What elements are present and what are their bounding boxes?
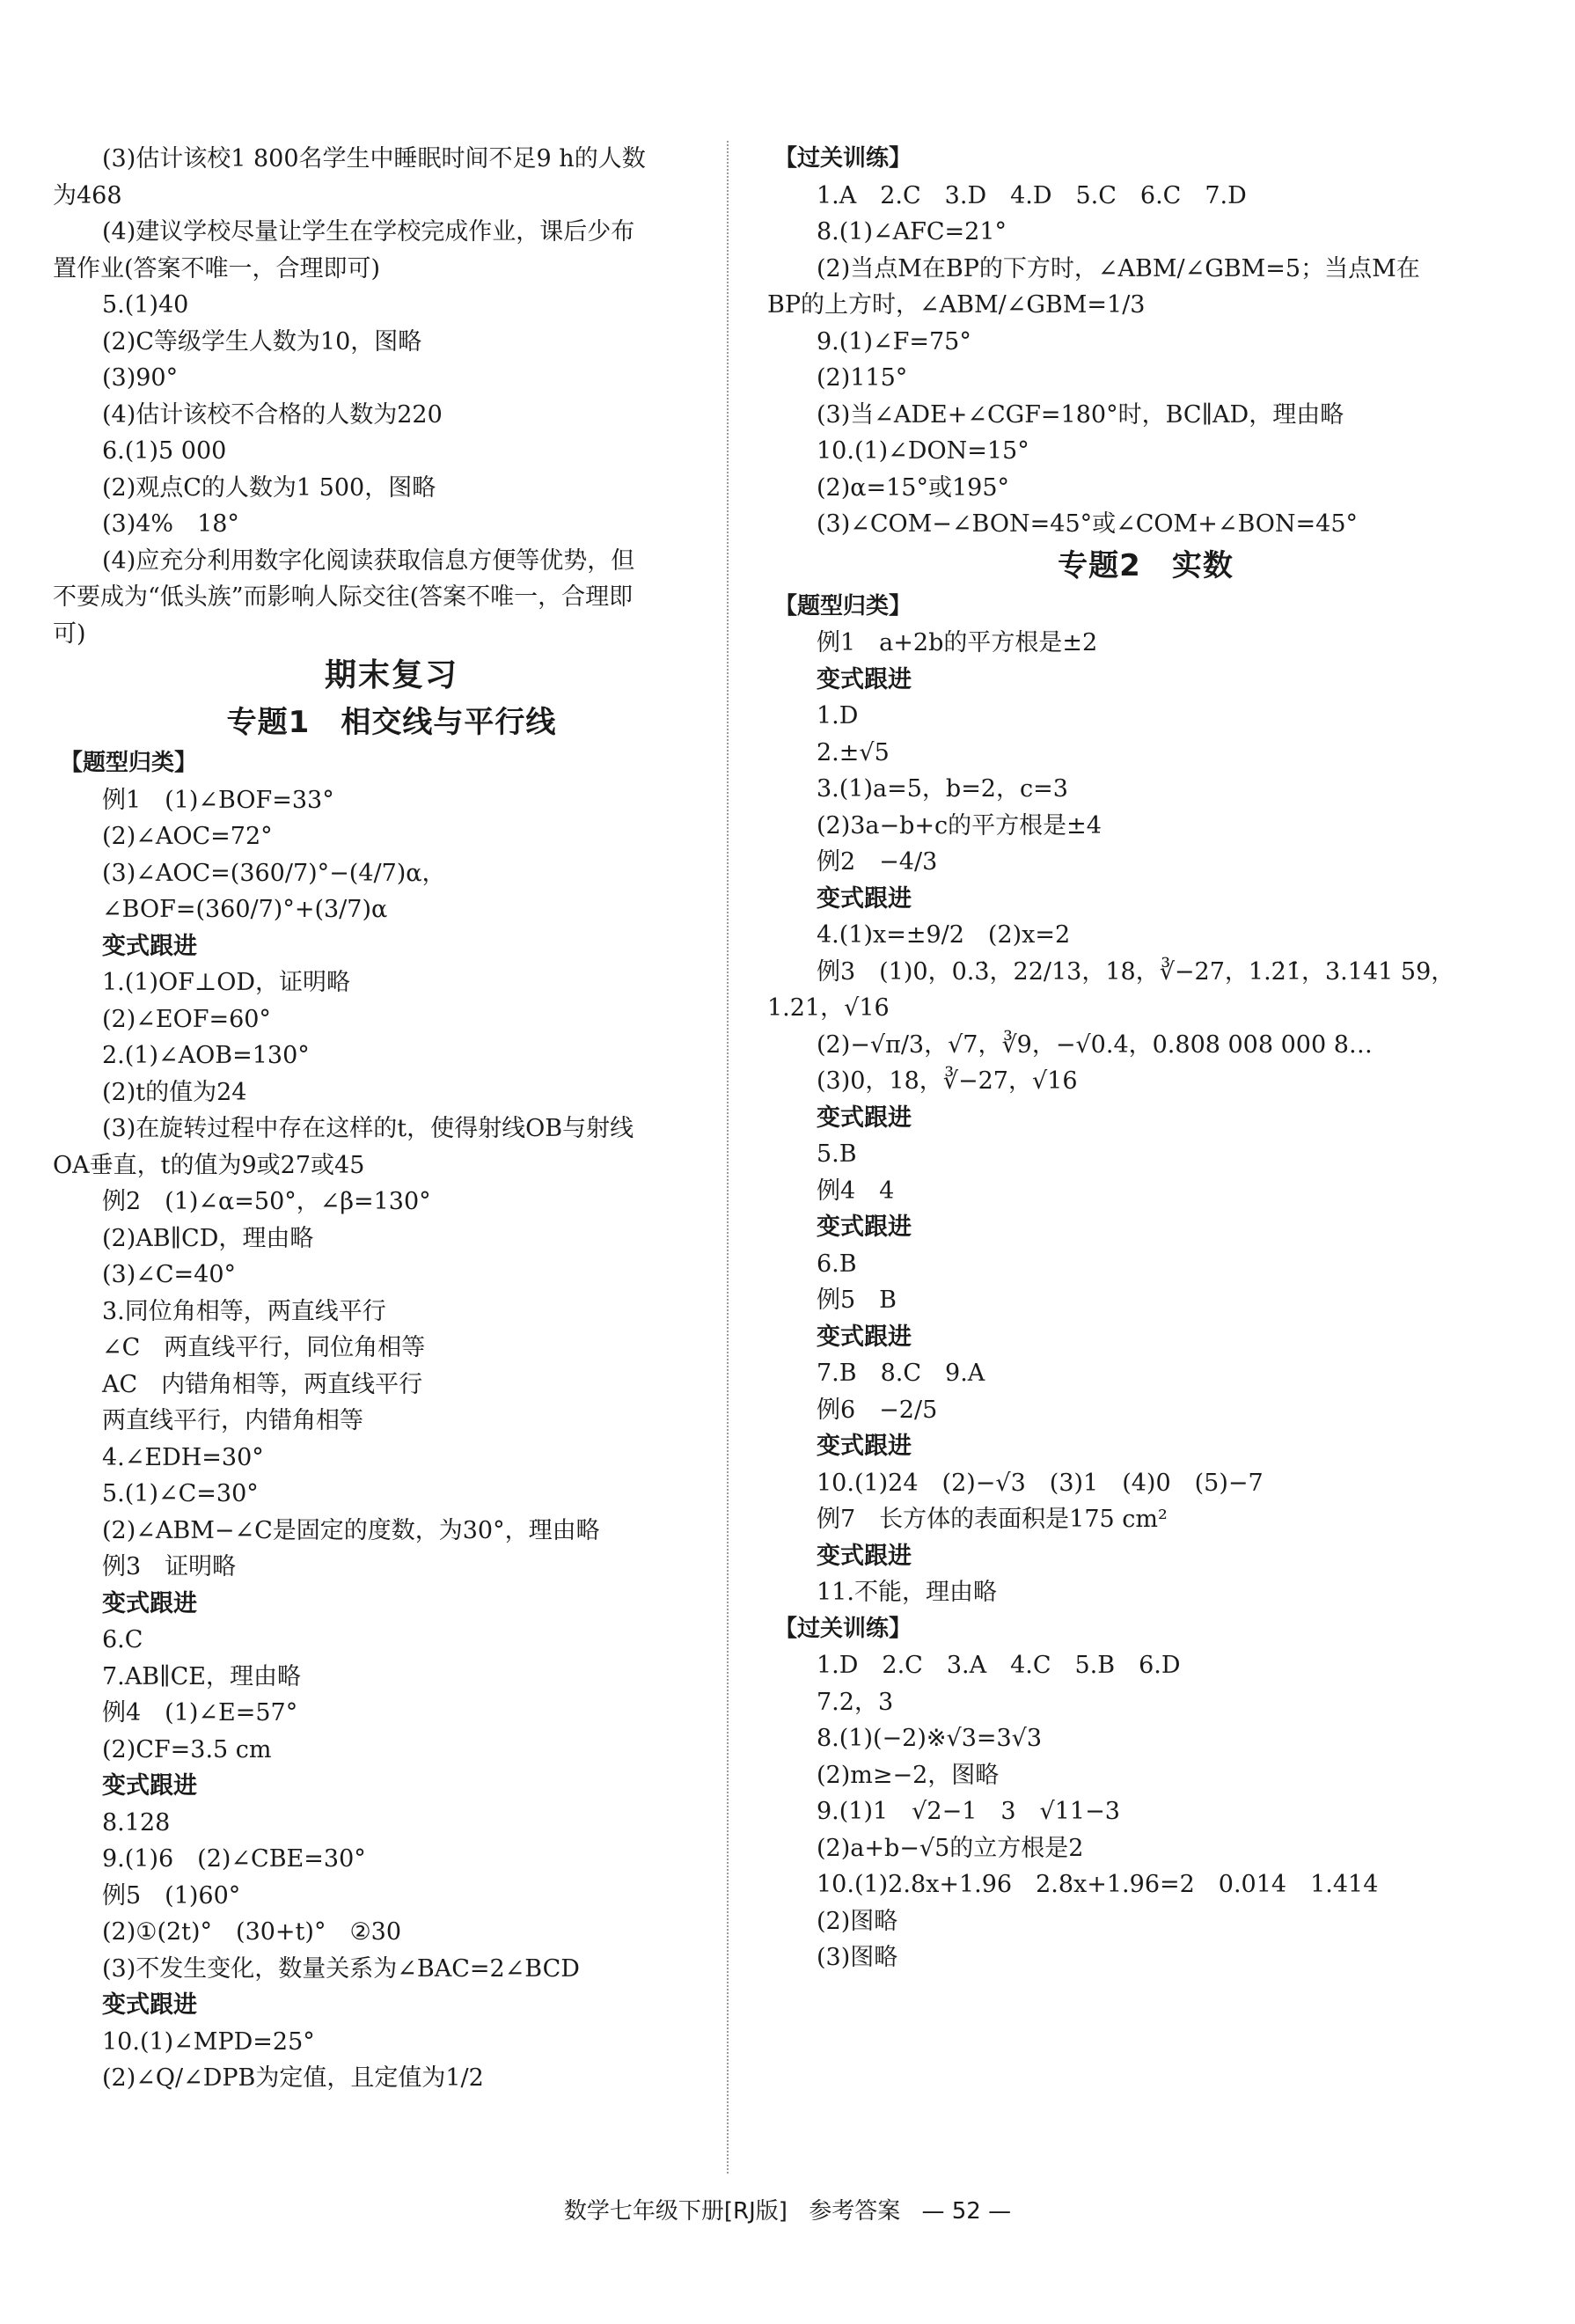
answer-line: (2)115° xyxy=(817,364,908,392)
answer-line: 例4 (1)∠E=57° xyxy=(102,1699,298,1727)
answer-line: 10.(1)∠MPD=25° xyxy=(102,2027,315,2056)
answer-line: (2)∠EOF=60° xyxy=(102,1005,271,1033)
answer-line: 例5 B xyxy=(817,1287,897,1314)
answer-line: (3)∠COM−∠BON=45°或∠COM+∠BON=45° xyxy=(817,510,1359,538)
page-number: — 52 — xyxy=(921,2198,1012,2225)
footer-book-title: 数学七年级下册[RJ版] xyxy=(563,2198,788,2225)
answer-line: (3)∠AOC=(360/7)°−(4/7)α， xyxy=(102,859,446,887)
answer-line: 例7 长方体的表面积是175 cm² xyxy=(817,1506,1168,1533)
answer-line: 不要成为“低头族”而影响人际交往(答案不唯一，合理即 xyxy=(53,583,634,611)
answer-line: 5.(1)∠C=30° xyxy=(102,1480,259,1507)
answer-line: 为468 xyxy=(53,181,122,209)
answer-line: OA垂直，t的值为9或27或45 xyxy=(53,1151,365,1179)
answer-line: (2)3a−b+c的平方根是±4 xyxy=(817,811,1102,839)
answer-line: 10.(1)∠DON=15° xyxy=(817,437,1029,465)
answer-line: 例6 −2/5 xyxy=(817,1396,938,1424)
answer-line: (2)∠Q/∠DPB为定值，且定值为1/2 xyxy=(102,2064,484,2092)
answer-line: 【过关训练】 xyxy=(774,1615,912,1642)
answer-line: 【过关训练】 xyxy=(774,145,912,172)
answer-line: 变式跟进 xyxy=(817,1323,912,1351)
answer-line: 变式跟进 xyxy=(817,1213,912,1241)
column-divider xyxy=(727,141,729,2174)
answer-line: BP的上方时，∠ABM/∠GBM=1/3 xyxy=(767,291,1146,319)
answer-line: 变式跟进 xyxy=(817,1542,912,1570)
answer-line: 10.(1)24 (2)−√3 (3)1 (4)0 (5)−7 xyxy=(817,1469,1264,1497)
answer-line: (2)m≥−2，图略 xyxy=(817,1761,1000,1789)
answer-line: 9.(1)∠F=75° xyxy=(817,327,971,356)
answer-line: (2)①(2t)° (30+t)° ②30 xyxy=(102,1918,402,1946)
answer-line: (3)4% 18° xyxy=(102,510,239,538)
answer-line: 8.(1)∠AFC=21° xyxy=(817,218,1007,246)
answer-line: 【题型归类】 xyxy=(774,592,912,619)
answer-line: (3)在旋转过程中存在这样的t，使得射线OB与射线 xyxy=(102,1115,634,1142)
answer-line: (2)t的值为24 xyxy=(102,1078,247,1106)
answer-line: 1.D 2.C 3.A 4.C 5.B 6.D xyxy=(817,1652,1181,1679)
answer-line: 例1 (1)∠BOF=33° xyxy=(102,786,334,814)
answer-line: (2)CF=3.5 cm xyxy=(102,1735,272,1763)
answer-line: 5.(1)40 xyxy=(102,291,189,319)
answer-line: 7.B 8.C 9.A xyxy=(817,1360,985,1387)
answer-line: (4)估计该校不合格的人数为220 xyxy=(102,400,443,429)
answer-line: 4.∠EDH=30° xyxy=(102,1443,264,1471)
answer-line: 期末复习 xyxy=(324,657,458,693)
answer-line: 置作业(答案不唯一，合理即可) xyxy=(53,254,381,282)
answer-line: 变式跟进 xyxy=(817,1433,912,1460)
answer-line: 例3 证明略 xyxy=(102,1553,237,1580)
answer-line: 变式跟进 xyxy=(817,884,912,913)
answer-line: AC 内错角相等，两直线平行 xyxy=(102,1370,423,1398)
answer-line: (4)应充分利用数字化阅读获取信息方便等优势，但 xyxy=(102,546,635,575)
answer-line: 3.同位角相等，两直线平行 xyxy=(102,1297,386,1325)
answer-line: (2)∠ABM−∠C是固定的度数，为30°，理由略 xyxy=(102,1516,600,1544)
answer-line: (3)90° xyxy=(102,364,179,392)
answer-line: 9.(1)6 (2)∠CBE=30° xyxy=(102,1845,366,1873)
answer-line: 6.B xyxy=(817,1250,857,1278)
answer-line: 例4 4 xyxy=(817,1177,895,1205)
answer-line: 例2 −4/3 xyxy=(817,848,938,876)
answer-line: (3)当∠ADE+∠CGF=180°时，BC∥AD，理由略 xyxy=(817,400,1344,429)
answer-line: 6.C xyxy=(102,1626,143,1653)
answer-line: (2)−√π/3，√7，∛9，−√0.4，0.808 008 000 8… xyxy=(817,1030,1373,1059)
answer-line: 10.(1)2.8x+1.96 2.8x+1.96=2 0.014 1.414 xyxy=(817,1871,1379,1898)
answer-line: (3)0，18，∛−27，√16 xyxy=(817,1067,1078,1095)
answer-line: (2)α=15°或195° xyxy=(817,473,1009,502)
answer-line: 例3 (1)0，0.3̇，22/13，18，∛−27，1.2̇1̇，3.141 59， xyxy=(817,957,1455,986)
answer-line: 变式跟进 xyxy=(817,665,912,693)
answer-line: (3)不发生变化，数量关系为∠BAC=2∠BCD xyxy=(102,1954,580,1983)
answer-line: ∠BOF=(360/7)°+(3/7)α xyxy=(102,896,388,923)
answer-line: 【题型归类】 xyxy=(60,750,198,776)
answer-line: 例1 a+2b的平方根是±2 xyxy=(817,629,1098,656)
answer-line: (3)∠C=40° xyxy=(102,1261,237,1288)
answer-line: 变式跟进 xyxy=(102,1772,197,1800)
answer-line: ∠C 两直线平行，同位角相等 xyxy=(102,1334,426,1361)
answer-line: 8.128 xyxy=(102,1808,171,1836)
answer-line: 可) xyxy=(53,619,86,648)
answer-line: 6.(1)5 000 xyxy=(102,437,227,465)
footer-section: 参考答案 xyxy=(809,2198,901,2225)
answer-line: 1.D xyxy=(817,702,859,729)
answer-line: (2)a+b−√5的立方根是2 xyxy=(817,1834,1084,1862)
answer-line: (2)观点C的人数为1 500，图略 xyxy=(102,473,436,502)
answer-line: 7.2，3 xyxy=(817,1688,894,1716)
right-column xyxy=(767,141,1524,1976)
answer-line: 1.(1)OF⊥OD，证明略 xyxy=(102,969,351,996)
answer-line: 5.B xyxy=(817,1140,857,1168)
answer-line: 9.(1)1 √2−1 3 √11−3 xyxy=(817,1798,1120,1825)
answer-line: 变式跟进 xyxy=(102,932,197,960)
answer-line: 1.A 2.C 3.D 4.D 5.C 6.C 7.D xyxy=(817,181,1247,209)
answer-line: 8.(1)(−2)※√3=3√3 xyxy=(817,1725,1043,1752)
answer-line: 例2 (1)∠α=50°，∠β=130° xyxy=(102,1188,431,1215)
answer-line: 专题2 实数 xyxy=(1058,547,1234,583)
answer-line: (4)建议学校尽量让学生在学校完成作业，课后少布 xyxy=(102,218,635,246)
answer-line: 两直线平行，内错角相等 xyxy=(102,1407,363,1434)
answer-line: 2.(1)∠AOB=130° xyxy=(102,1042,310,1069)
answer-line: 3.(1)a=5，b=2，c=3 xyxy=(817,775,1068,803)
answer-line: 7.AB∥CE，理由略 xyxy=(102,1662,301,1690)
answer-line: 专题1 相交线与平行线 xyxy=(226,705,557,740)
answer-line: 变式跟进 xyxy=(102,1991,197,2019)
answer-line: 11.不能，理由略 xyxy=(817,1579,997,1606)
page-footer xyxy=(0,2193,1575,2225)
answer-line: 变式跟进 xyxy=(817,1103,912,1132)
answer-line: 例5 (1)60° xyxy=(102,1881,241,1910)
answer-line: 变式跟进 xyxy=(102,1589,197,1617)
answer-line: (2)AB∥CD，理由略 xyxy=(102,1224,314,1252)
answer-line: 1.21，√16 xyxy=(767,994,890,1022)
answer-line: (2)图略 xyxy=(817,1907,898,1935)
answer-line: (2)当点M在BP的下方时，∠ABM/∠GBM=5；当点M在 xyxy=(817,254,1420,282)
answer-line: 4.(1)x=±9/2 (2)x=2 xyxy=(817,921,1071,949)
answer-line: (3)估计该校1 800名学生中睡眠时间不足9 h的人数 xyxy=(102,145,646,172)
answer-line: 2.±√5 xyxy=(817,738,890,766)
left-column xyxy=(53,141,730,2097)
answer-line: (2)C等级学生人数为10，图略 xyxy=(102,327,422,356)
answer-line: (2)∠AOC=72° xyxy=(102,823,273,850)
answer-line: (3)图略 xyxy=(817,1944,898,1971)
